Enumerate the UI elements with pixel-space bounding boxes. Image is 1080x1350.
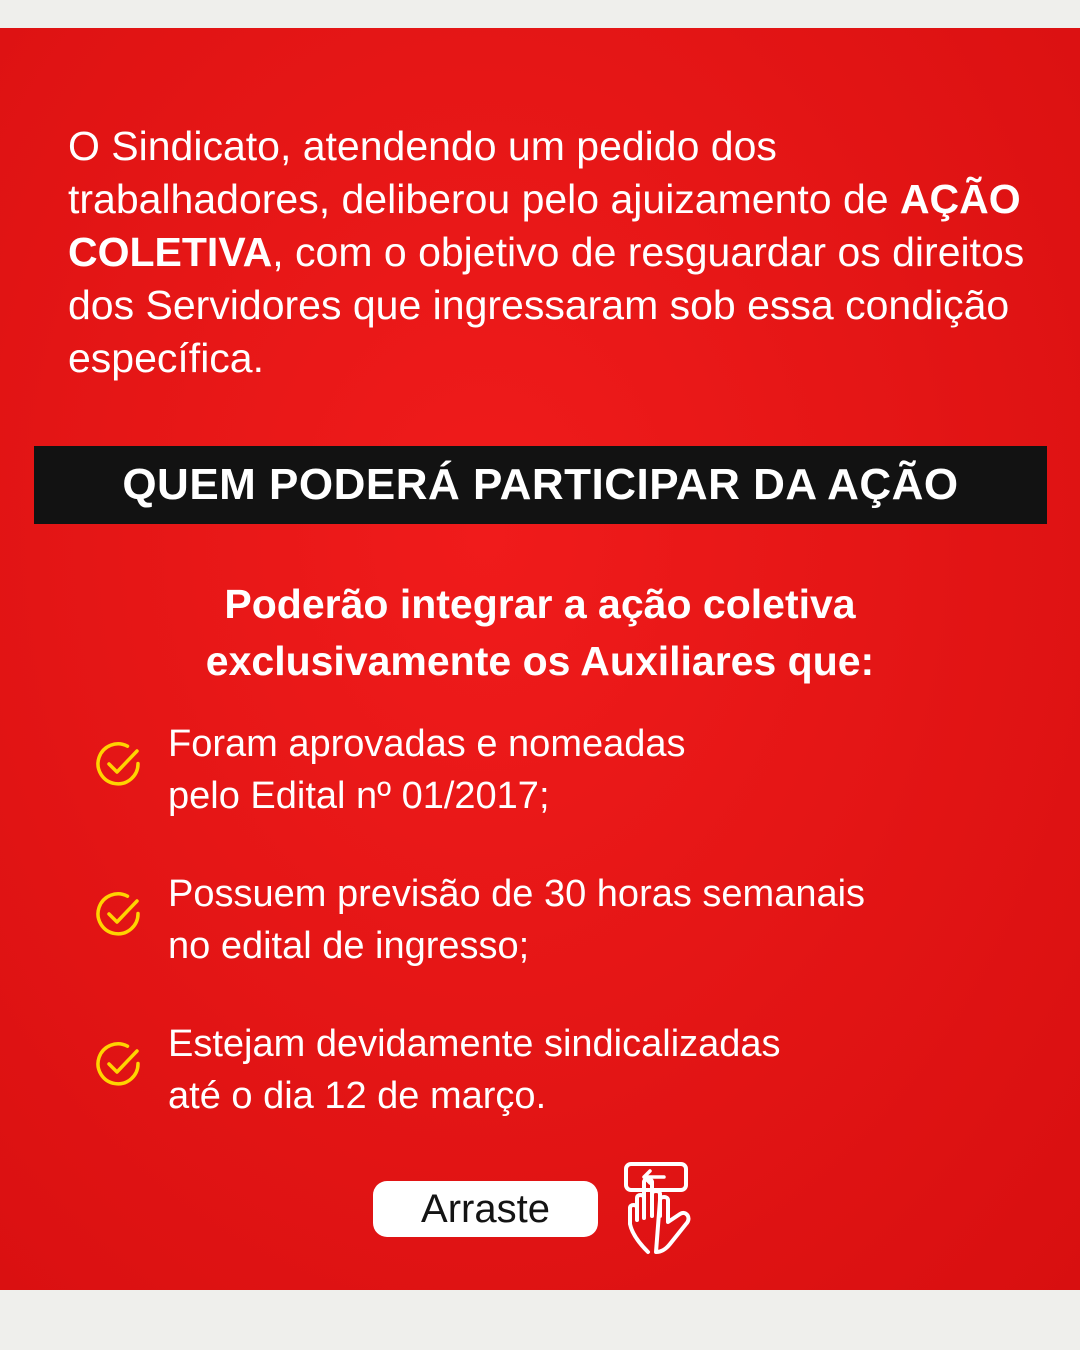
criteria-text: [168, 718, 1048, 822]
swipe-button[interactable]: Arraste: [373, 1181, 598, 1237]
section-title: QUEM PODERÁ PARTICIPAR DA AÇÃO: [122, 460, 959, 509]
intro-text-part2: , com o objetivo de resguardar os direitos dos Servidores que ingressaram sob essa condição específica.: [68, 229, 1025, 381]
criteria-text: [168, 868, 1048, 972]
check-circle-icon: [94, 889, 144, 939]
criteria-line1: Possuem previsão de 30 horas semanais: [168, 873, 866, 915]
criteria-item: [90, 1018, 1050, 1168]
intro-highlight: AÇÃO COLETIVA: [68, 176, 1021, 275]
criteria-line2: no edital de ingresso;: [168, 925, 530, 967]
criteria-line2: até o dia 12 de março.: [168, 1075, 547, 1117]
check-circle-icon: [94, 739, 144, 789]
check-circle-icon: [94, 1039, 144, 1089]
criteria-line1: Estejam devidamente sindicalizadas: [168, 1023, 781, 1065]
criteria-text: [168, 1018, 1048, 1122]
criteria-line2: pelo Edital nº 01/2017;: [168, 775, 550, 817]
subtitle: [40, 576, 1040, 690]
section-header-bar: [34, 446, 1047, 524]
criteria-item: [90, 718, 1050, 868]
intro-text-part1: O Sindicato, atendendo um pedido dos trabalhadores, deliberou pelo ajuizamento de: [68, 123, 900, 222]
criteria-list: [90, 718, 1050, 1168]
criteria-line1: Foram aprovadas e nomeadas: [168, 723, 686, 765]
subtitle-line2: exclusivamente os Auxiliares que:: [205, 638, 875, 684]
criteria-item: [90, 868, 1050, 1018]
intro-paragraph: [68, 120, 1028, 385]
subtitle-line1: Poderão integrar a ação coletiva: [224, 581, 856, 627]
swipe-hand-icon[interactable]: [620, 1158, 712, 1258]
